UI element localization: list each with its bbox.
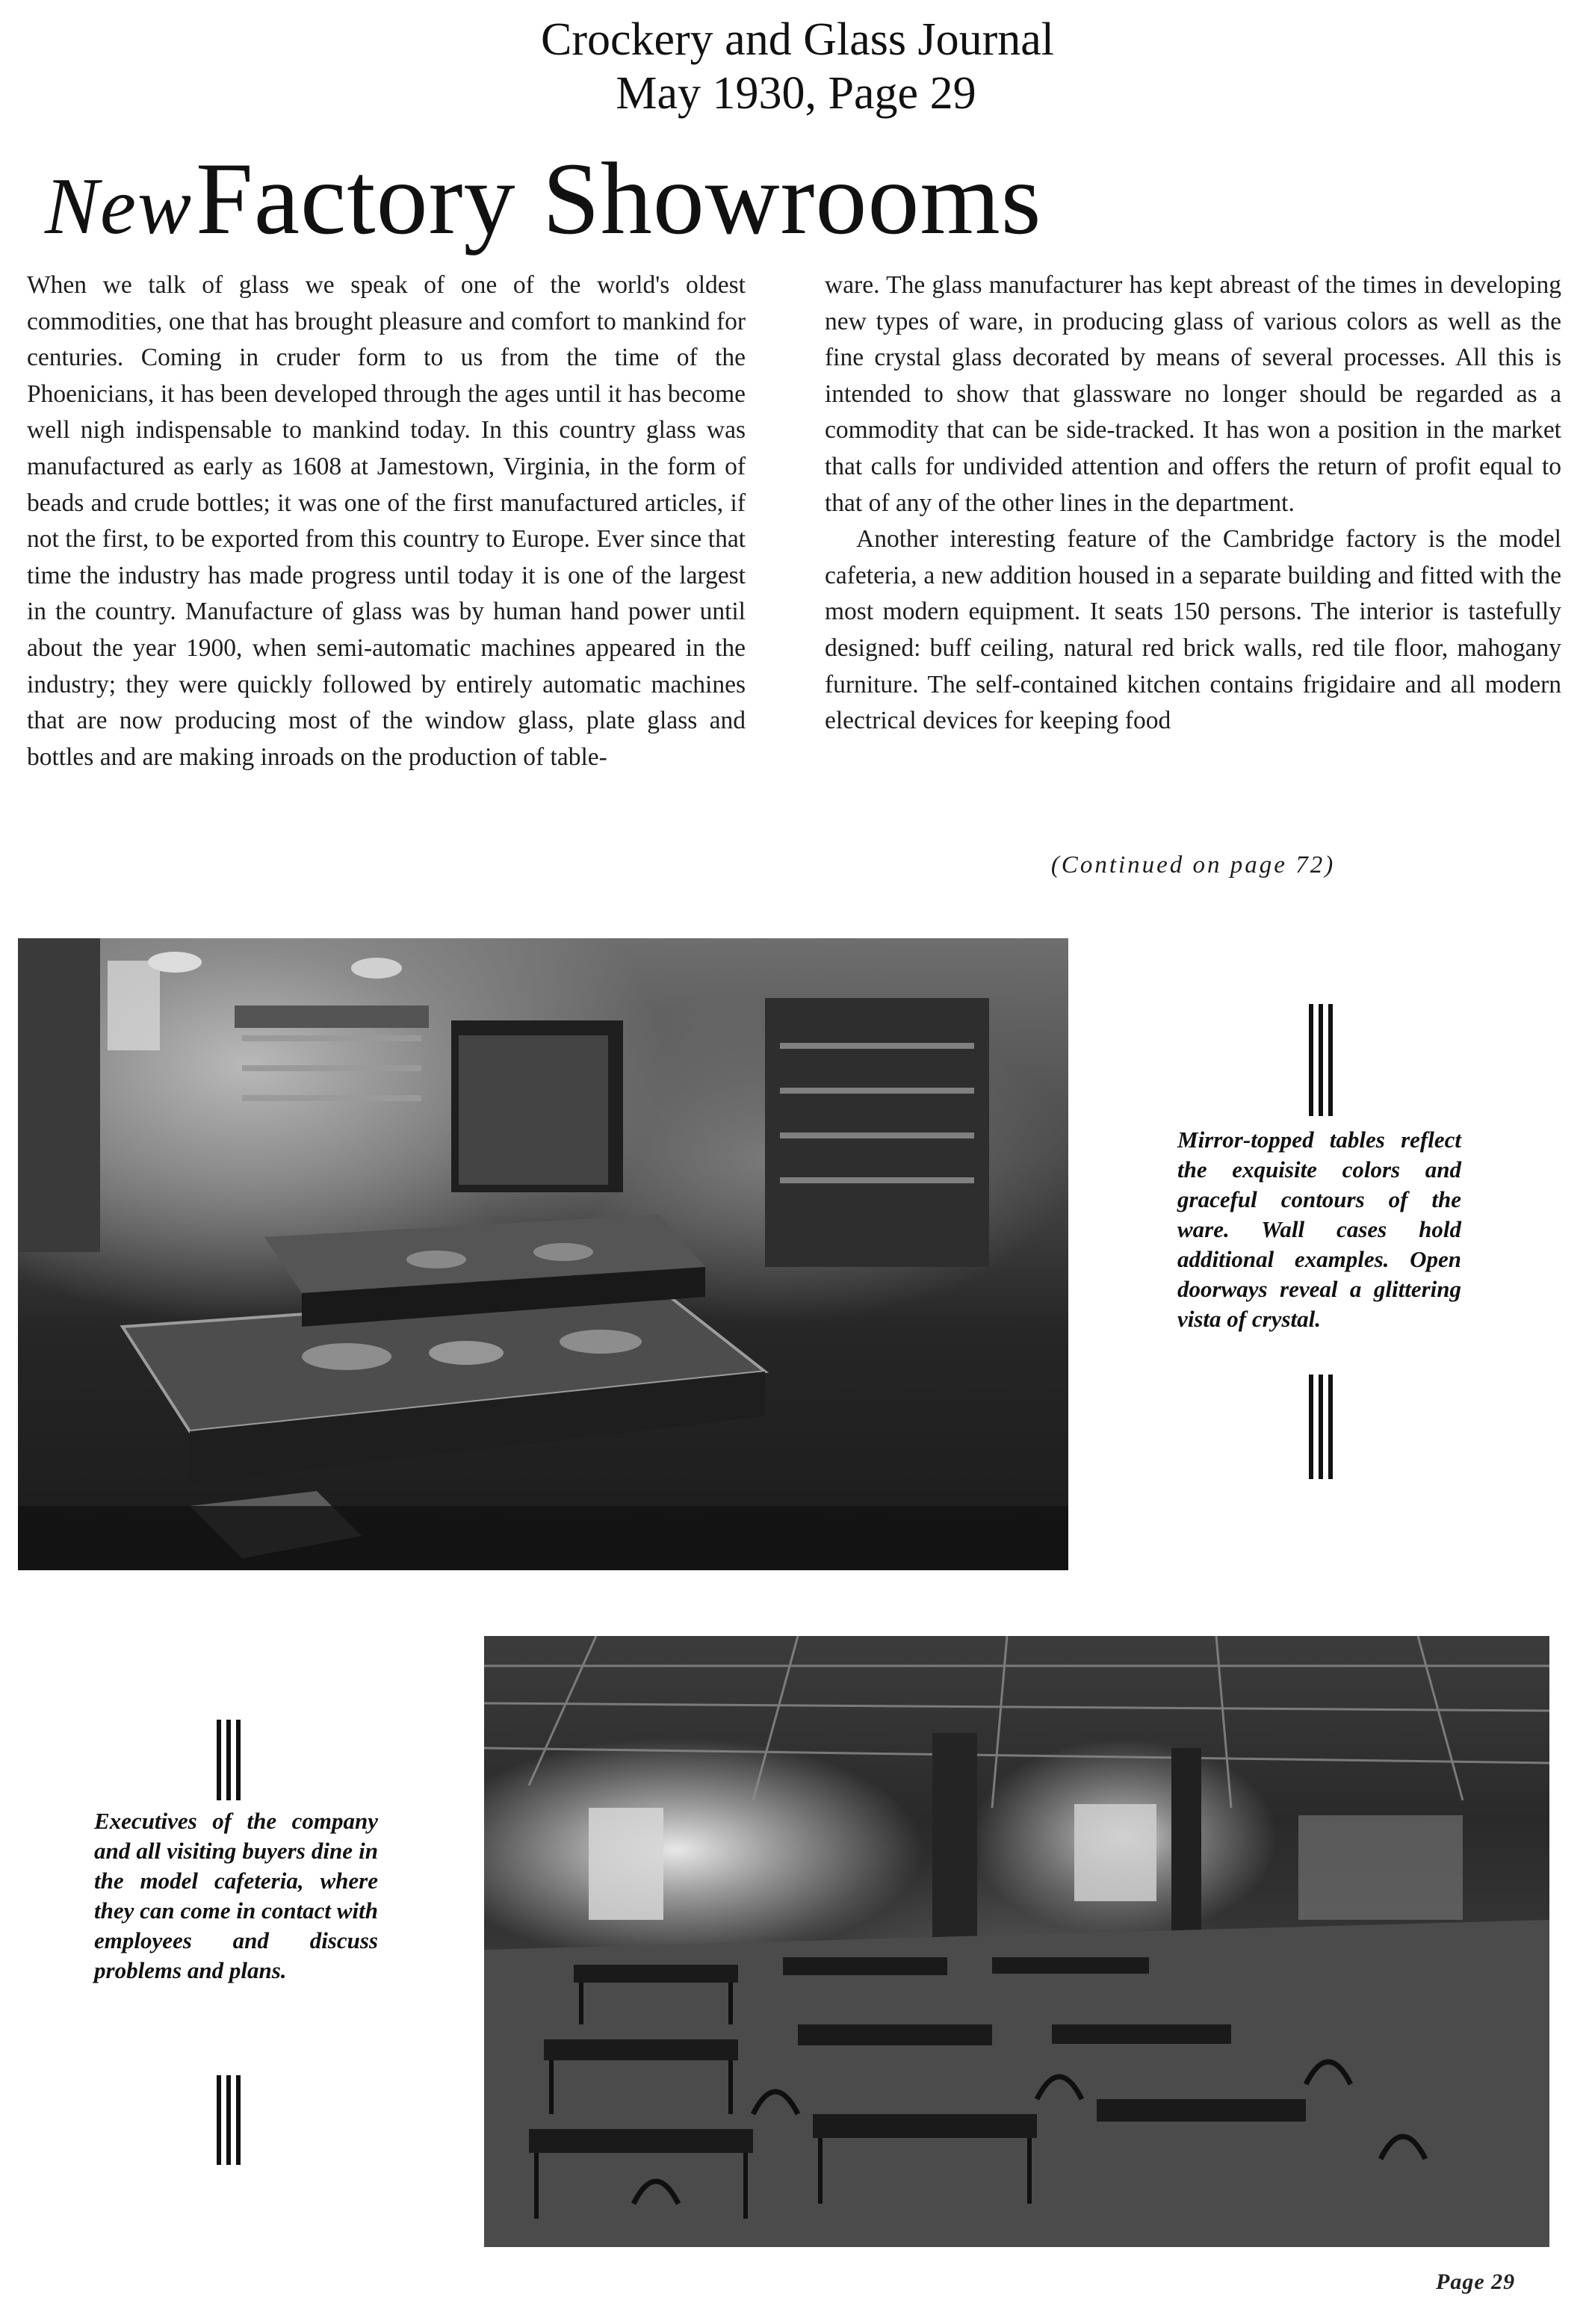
article-left-column [27, 267, 746, 775]
showroom-caption: Mirror-topped tables reflect the exquisite colors and graceful contours of the ware. Wall cases hold additional examples. Open doorways reveal a glittering vista of crystal. [1177, 1127, 1461, 1332]
publication-title: Crockery and Glass Journal [541, 14, 1054, 65]
showroom-photo [18, 938, 1068, 1570]
article-title-rest: Factory Showrooms [196, 141, 1042, 255]
article-title [45, 139, 1041, 258]
continued-note: (Continued on page 72) [1050, 852, 1336, 879]
article-title-new: New [45, 162, 193, 251]
caption-decorative-bars-top [217, 1720, 241, 1800]
showroom-photo-illustration [18, 938, 1068, 1570]
left-column-text: When we talk of glass we speak of one of the world's oldest commodities, one that has brought pleasure and comfort to mankind for centuries. Coming in cruder form to us from the time of the Phoenicians, it has been developed through the ages until it has become well nigh indispensable to mankind today. In this country glass was manufactured as early as 1608 at Jamestown, Virginia, in the form of beads and crude bottles; it was one of the first manufactured articles, if not the first, to be exported from this country to Europe. Ever since that time the industry has made progress until today it is one of the largest in the country. Manufacture of glass was by human hand power until about the year 1900, when semi-automatic machines appeared in the industry; they were quickly followed by entirely automatic machines that are now producing most of the window glass, plate glass and bottles and are making inroads on the production of table- [27, 271, 746, 771]
issue-and-page: May 1930, Page 29 [616, 68, 976, 119]
page-number: Page 29 [1436, 2269, 1516, 2294]
article-right-column [825, 267, 1561, 740]
cafeteria-caption: Executives of the company and all visiting buyers dine in the model cafeteria, where they can come in contact with employees and discuss problems and plans. [94, 1808, 378, 1983]
right-column-paragraph-2: Another interesting feature of the Cambridge factory is the model cafeteria, a new addition housed in a separate building and fitted with the most modern equipment. It seats 150 persons. The interior is tastefully designed: buff ceiling, natural red brick walls, red tile floor, mahogany furniture. The self-contained kitchen contains frigidaire and all modern electrical devices for keeping food [825, 525, 1561, 735]
right-column-paragraph-1: ware. The glass manufacturer has kept abreast of the times in developing new types of ware, in producing glass of various colors as well as the fine crystal glass decorated by means of several processes. All this is intended to show that glassware no longer should be regarded as a commodity that can be side-tracked. It has won a position in the market that calls for undivided attention and offers the return of profit equal to that of any of the other lines in the department. [825, 271, 1561, 517]
cafeteria-photo [484, 1636, 1549, 2247]
cafeteria-photo-illustration [484, 1636, 1549, 2247]
caption-decorative-bars-bottom [217, 2075, 241, 2165]
caption-decorative-bars-bottom [1309, 1375, 1333, 1479]
caption-decorative-bars-top [1309, 1004, 1333, 1116]
